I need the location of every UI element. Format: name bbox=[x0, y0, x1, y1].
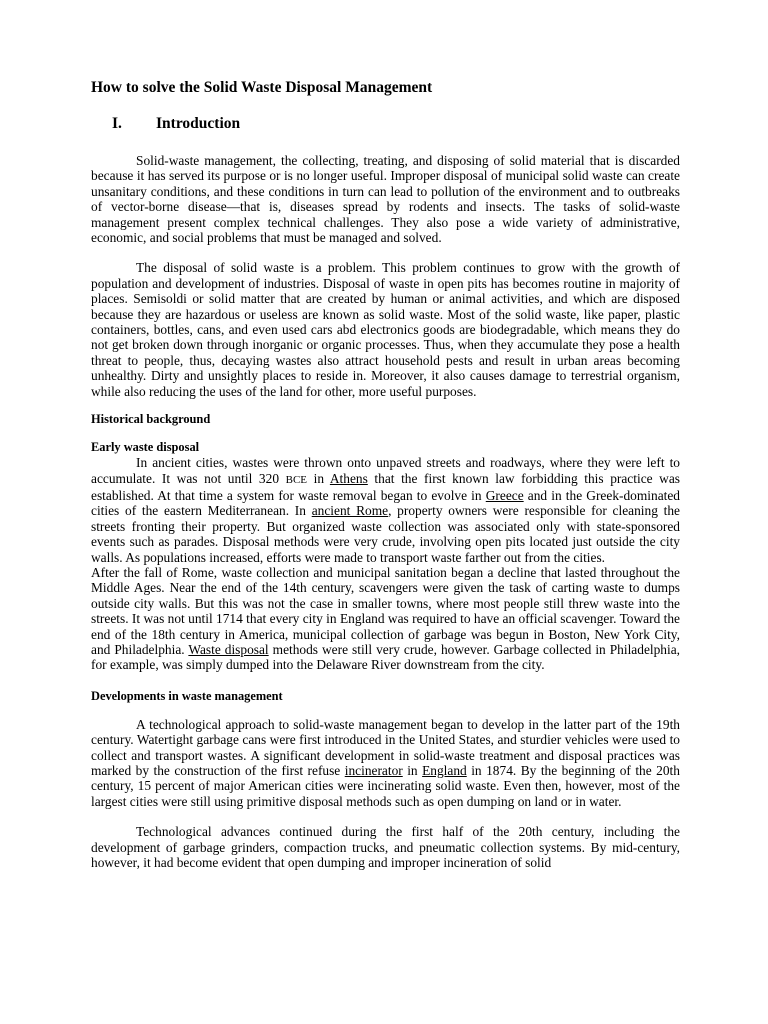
text-run: , property owners were responsible for cleaning the streets fronting their property. But organized waste collection was associated only with state-sponsored events such as parades. Disposal methods were very crude, involving open pits located just outside the city walls. As populations increased, efforts were made to transport waste farther out from the cities. bbox=[91, 503, 680, 565]
text-run: in 1874. By the beginning of the 20th century, 15 percent of major American cities were incinerating solid waste. Even then, however, most of the largest cities were still using primitive disposal methods such as open dumping on land or in water. bbox=[91, 763, 680, 809]
england-link[interactable]: England bbox=[422, 763, 467, 778]
intro-paragraph-1: Solid-waste management, the collecting, treating, and disposing of solid material that is discarded because it has served its purpose or is no longer useful. Improper disposal of municipal solid waste can create unsanitary conditions, and these conditions in turn can lead to pollution of the environment and to outbreaks of vector-borne disease—that is, diseases spread by rodents and insects. The tasks of solid-waste management present complex technical challenges. They also pose a wide variety of administrative, economic, and social problems that must be managed and solved. bbox=[91, 153, 680, 246]
text-run: in bbox=[402, 763, 423, 778]
after-rome-paragraph bbox=[91, 565, 680, 673]
text-run: that the first known law forbidding this practice was established. At that time a system for waste removal began to evolve in bbox=[91, 470, 680, 503]
developments-heading: Developments in waste management bbox=[91, 688, 283, 703]
text-run: in bbox=[307, 470, 330, 486]
waste-disposal-link[interactable]: Waste disposal bbox=[188, 641, 269, 657]
developments-paragraph-2: Technological advances continued during the first half of the 20th century, including the development of garbage grinders, compaction trucks, and pneumatic collection systems. By mid-century, however, it had become evident that open dumping and improper incineration of solid bbox=[91, 824, 680, 871]
incinerator-link[interactable]: incinerator bbox=[344, 763, 403, 778]
intro-paragraph-2: The disposal of solid waste is a problem. This problem continues to grow with the growth of population and development of industries. Disposal of waste in open pits has becomes routine in majority of places. Semisoldi or solid matter that are created by human or animal activities, and which are disposed because they are hazardous or useless are known as solid waste. Most of the solid waste, like paper, plastic containers, bottles, cans, and even used cars abd electronics goods are biodegradable, which means they do not get broken down through inorganic or organic processes. Thus, when they accumulate they pose a health threat to people, thus, decaying wastes also attract household pests and result in urban areas becoming unhealthy. Dirty and unsightly places to reside in. Moreover, it also causes damage to terrestrial organism, while also reducing the uses of the land for other, more useful purposes. bbox=[91, 260, 680, 399]
section-label: Introduction bbox=[156, 115, 241, 132]
text-run: In ancient cities, wastes were thrown onto unpaved streets and roadways, where they were left to accumulate. It was not until 320 bbox=[91, 455, 680, 486]
early-waste-disposal-heading: Early waste disposal bbox=[91, 440, 200, 455]
document-title: How to solve the Solid Waste Disposal Management bbox=[91, 79, 433, 96]
bce-text: BCE bbox=[285, 473, 308, 486]
text-run: methods were still very crude, however. Garbage collected in Philadelphia, for example, was simply dumped into the Delaware River downstream from the city. bbox=[91, 641, 681, 673]
text-run: After the fall of Rome, waste collection and municipal sanitation began a decline that lasted throughout the Middle Ages. Near the end of the 14th century, scavengers were given the task of carting waste to dumps outside city walls. But this was not the case in smaller towns, where most people still threw waste into the streets. It was not until 1714 that every city in England was required to have an official scavenger. Toward the end of the 18th century in America, municipal collection of garbage was begun in Boston, New York City, and Philadelphia. bbox=[91, 564, 680, 657]
historical-background-heading: Historical background bbox=[91, 412, 211, 427]
ancient-rome-link[interactable]: ancient Rome bbox=[311, 503, 389, 519]
section-number: I. bbox=[112, 115, 122, 132]
section-heading bbox=[91, 114, 680, 134]
greece-link[interactable]: Greece bbox=[485, 487, 524, 503]
text-run: and in the Greek-dominated cities of the eastern Mediterranean. In bbox=[91, 487, 680, 519]
early-waste-paragraph bbox=[91, 455, 680, 565]
text-run: A technological approach to solid-waste management began to develop in the latter part of the 19th century. Watertight garbage cans were first introduced in the United States, and sturdier vehicles were used to collect and transport wastes. A significant development in solid-waste treatment and disposal practices was marked by the construction of the first refuse bbox=[91, 716, 680, 778]
athens-link[interactable]: Athens bbox=[329, 470, 368, 486]
developments-paragraph-1 bbox=[91, 717, 680, 809]
